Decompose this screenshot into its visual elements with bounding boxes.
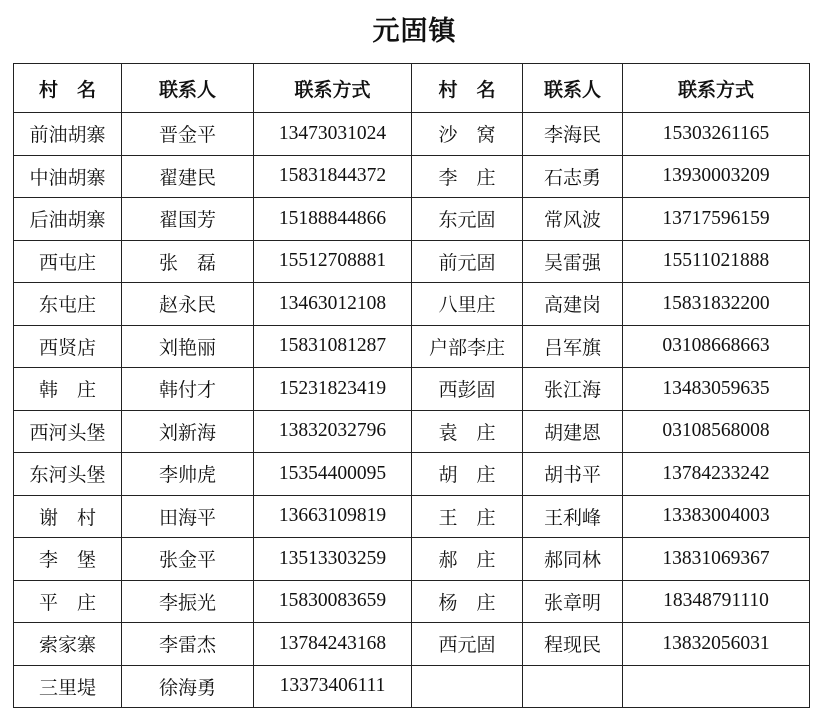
phone-number-cell: 13383004003 xyxy=(623,495,810,538)
table-row xyxy=(14,325,810,368)
phone-number-cell: 13483059635 xyxy=(623,368,810,411)
contact-person-cell: 王利峰 xyxy=(523,495,623,538)
header-contact-person: 联系人 xyxy=(523,64,623,113)
contact-person-cell: 张江海 xyxy=(523,368,623,411)
village-name-cell: 李 堡 xyxy=(14,538,122,581)
contact-person-cell: 常风波 xyxy=(523,198,623,241)
village-name-cell: 杨 庄 xyxy=(412,580,523,623)
table-row xyxy=(14,240,810,283)
phone-number-cell: 13832032796 xyxy=(254,410,412,453)
header-village-name: 村 名 xyxy=(14,64,122,113)
table-row xyxy=(14,155,810,198)
village-name-cell: 西元固 xyxy=(412,623,523,666)
village-name-cell: 沙 窝 xyxy=(412,113,523,156)
village-name-cell: 东屯庄 xyxy=(14,283,122,326)
phone-number-cell: 13784233242 xyxy=(623,453,810,496)
village-name-cell: 八里庄 xyxy=(412,283,523,326)
contact-person-cell: 赵永民 xyxy=(122,283,254,326)
table-row xyxy=(14,113,810,156)
contact-person-cell: 程现民 xyxy=(523,623,623,666)
contact-person-cell: 张金平 xyxy=(122,538,254,581)
phone-number-cell: 13831069367 xyxy=(623,538,810,581)
phone-number-cell: 15831081287 xyxy=(254,325,412,368)
phone-number-cell: 13473031024 xyxy=(254,113,412,156)
phone-number-cell: 15512708881 xyxy=(254,240,412,283)
phone-number-cell: 15231823419 xyxy=(254,368,412,411)
village-name-cell: 东河头堡 xyxy=(14,453,122,496)
village-name-cell: 索家寨 xyxy=(14,623,122,666)
contact-person-cell: 石志勇 xyxy=(523,155,623,198)
phone-number-cell: 13463012108 xyxy=(254,283,412,326)
contact-person-cell: 张章明 xyxy=(523,580,623,623)
phone-number-cell: 18348791110 xyxy=(623,580,810,623)
contact-person-cell: 李海民 xyxy=(523,113,623,156)
contact-person-cell: 韩付才 xyxy=(122,368,254,411)
phone-number-cell: 15188844866 xyxy=(254,198,412,241)
header-contact-method: 联系方式 xyxy=(254,64,412,113)
contact-person-cell: 翟建民 xyxy=(122,155,254,198)
table-row xyxy=(14,623,810,666)
village-name-cell: 胡 庄 xyxy=(412,453,523,496)
contact-person-cell: 吴雷强 xyxy=(523,240,623,283)
contact-person-cell: 李雷杰 xyxy=(122,623,254,666)
phone-number-cell: 03108668663 xyxy=(623,325,810,368)
phone-number-cell: 13930003209 xyxy=(623,155,810,198)
header-village-name: 村 名 xyxy=(412,64,523,113)
phone-number-cell: 15511021888 xyxy=(623,240,810,283)
village-name-cell: 中油胡寨 xyxy=(14,155,122,198)
village-name-cell: 韩 庄 xyxy=(14,368,122,411)
header-contact-person: 联系人 xyxy=(122,64,254,113)
village-name-cell: 东元固 xyxy=(412,198,523,241)
village-name-cell: 后油胡寨 xyxy=(14,198,122,241)
phone-number-cell xyxy=(623,665,810,708)
village-name-cell: 三里堤 xyxy=(14,665,122,708)
contact-person-cell: 刘新海 xyxy=(122,410,254,453)
contact-person-cell xyxy=(523,665,623,708)
phone-number-cell: 13663109819 xyxy=(254,495,412,538)
village-name-cell: 李 庄 xyxy=(412,155,523,198)
village-name-cell: 谢 村 xyxy=(14,495,122,538)
village-name-cell: 前元固 xyxy=(412,240,523,283)
table-body xyxy=(14,113,810,708)
contact-table xyxy=(13,63,810,708)
table-header-row xyxy=(14,64,810,113)
village-name-cell: 西屯庄 xyxy=(14,240,122,283)
village-name-cell: 前油胡寨 xyxy=(14,113,122,156)
village-name-cell: 户部李庄 xyxy=(412,325,523,368)
contact-person-cell: 刘艳丽 xyxy=(122,325,254,368)
village-name-cell: 平 庄 xyxy=(14,580,122,623)
phone-number-cell: 13717596159 xyxy=(623,198,810,241)
contact-person-cell: 晋金平 xyxy=(122,113,254,156)
table-row xyxy=(14,453,810,496)
table-row xyxy=(14,198,810,241)
table-row xyxy=(14,665,810,708)
phone-number-cell: 15354400095 xyxy=(254,453,412,496)
village-name-cell: 袁 庄 xyxy=(412,410,523,453)
contact-person-cell: 郝同林 xyxy=(523,538,623,581)
phone-number-cell: 13513303259 xyxy=(254,538,412,581)
phone-number-cell: 03108568008 xyxy=(623,410,810,453)
contact-person-cell: 张 磊 xyxy=(122,240,254,283)
phone-number-cell: 15831832200 xyxy=(623,283,810,326)
phone-number-cell: 13373406111 xyxy=(254,665,412,708)
village-name-cell: 西贤店 xyxy=(14,325,122,368)
contact-person-cell: 吕军旗 xyxy=(523,325,623,368)
phone-number-cell: 13832056031 xyxy=(623,623,810,666)
phone-number-cell: 13784243168 xyxy=(254,623,412,666)
table-row xyxy=(14,580,810,623)
document-title: 元固镇 xyxy=(372,16,457,47)
contact-person-cell: 高建岗 xyxy=(523,283,623,326)
header-contact-method: 联系方式 xyxy=(623,64,810,113)
contact-person-cell: 李帅虎 xyxy=(122,453,254,496)
phone-number-cell: 15830083659 xyxy=(254,580,412,623)
table-row xyxy=(14,538,810,581)
phone-number-cell: 15831844372 xyxy=(254,155,412,198)
contact-person-cell: 胡书平 xyxy=(523,453,623,496)
village-name-cell: 王 庄 xyxy=(412,495,523,538)
contact-person-cell: 徐海勇 xyxy=(122,665,254,708)
table-row xyxy=(14,368,810,411)
table-row xyxy=(14,495,810,538)
village-name-cell: 西河头堡 xyxy=(14,410,122,453)
contact-person-cell: 李振光 xyxy=(122,580,254,623)
table-row xyxy=(14,283,810,326)
table-row xyxy=(14,410,810,453)
village-name-cell: 郝 庄 xyxy=(412,538,523,581)
phone-number-cell: 15303261165 xyxy=(623,113,810,156)
village-name-cell xyxy=(412,665,523,708)
contact-person-cell: 田海平 xyxy=(122,495,254,538)
contact-person-cell: 翟国芳 xyxy=(122,198,254,241)
village-name-cell: 西彭固 xyxy=(412,368,523,411)
contact-person-cell: 胡建恩 xyxy=(523,410,623,453)
